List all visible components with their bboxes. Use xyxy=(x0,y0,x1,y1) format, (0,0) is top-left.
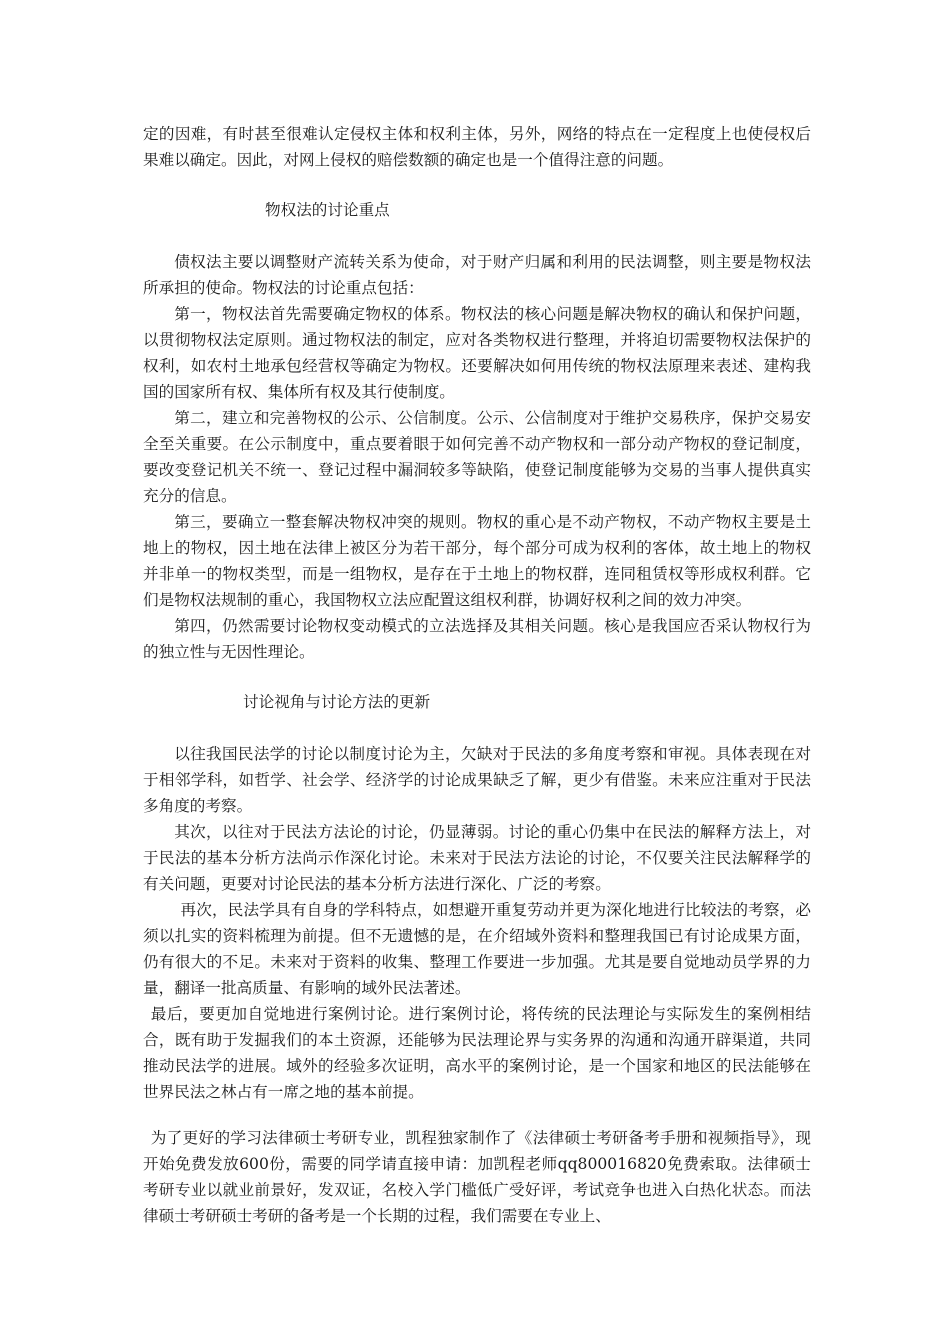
section1-paragraph-4: 第三，要确立一整套解决物权冲突的规则。物权的重心是不动产物权，不动产物权主要是土地上的物权，因土地在法律上被区分为若干部分，每个部分可成为权利的客体，故土地上的物权并非单一的物权类型，而是一组物权，是存在于土地上的物权群，连同租赁权等形成权利群。它们是物权法规制的重心，我国物权立法应配置这组权利群，协调好权利之间的效力冲突。 xyxy=(143,513,811,609)
section2-paragraph-4: 最后，要更加自觉地进行案例讨论。进行案例讨论，将传统的民法理论与实际发生的案例相结合，既有助于发掘我们的本土资源，还能够为民法理论界与实务界的沟通和沟通开辟渠道，共同推动民法学的进展。域外的经验多次证明，高水平的案例讨论，是一个国家和地区的民法能够在世界民法之林占有一席之地的基本前提。 xyxy=(143,1005,811,1101)
intro-paragraph: 定的因难，有时甚至很难认定侵权主体和权利主体，另外，网络的特点在一定程度上也使侵权后果难以确定。因此，对网上侵权的赔偿数额的确定也是一个值得注意的问题。 xyxy=(143,125,811,169)
section1-paragraph-1: 债权法主要以调整财产流转关系为使命，对于财产归属和利用的民法调整，则主要是物权法所承担的使命。物权法的讨论重点包括： xyxy=(143,253,811,297)
document-page xyxy=(143,121,811,1229)
section2-paragraph-1: 以往我国民法学的讨论以制度讨论为主，欠缺对于民法的多角度考察和审视。具体表现在对于相邻学科，如哲学、社会学、经济学的讨论成果缺乏了解，更少有借鉴。未来应注重对于民法多角度的考察。 xyxy=(143,745,811,815)
section2-paragraph-2: 其次，以往对于民法方法论的讨论，仍显薄弱。讨论的重心仍集中在民法的解释方法上，对于民法的基本分析方法尚示作深化讨论。未来对于民法方法论的讨论，不仅要关注民法解释学的有关问题，更要对讨论民法的基本分析方法进行深化、广泛的考察。 xyxy=(143,823,811,893)
section1-paragraph-5: 第四，仍然需要讨论物权变动模式的立法选择及其相关问题。核心是我国应否采认物权行为的独立性与无因性理论。 xyxy=(143,617,811,661)
closing-promo-paragraph: 为了更好的学习法律硕士考研专业，凯程独家制作了《法律硕士考研备考手册和视频指导》，现开始免费发放600份，需要的同学请直接申请：加凯程老师qq800016820免费索取。法律硕士考研专业以就业前景好，发双证，名校入学门槛低广受好评，考试竞争也进入白热化状态。而法律硕士考研硕士考研的备考是一个长期的过程，我们需要在专业上、 xyxy=(143,1129,811,1225)
section1-paragraph-2: 第一，物权法首先需要确定物权的体系。物权法的核心问题是解决物权的确认和保护问题，以贯彻物权法定原则。通过物权法的制定，应对各类物权进行整理，并将迫切需要物权法保护的权利，如农村土地承包经营权等确定为物权。还要解决如何用传统的物权法原理来表述、建构我国的国家所有权、集体所有权及其行使制度。 xyxy=(143,305,811,401)
section2-paragraph-3: 再次，民法学具有自身的学科特点，如想避开重复劳动并更为深化地进行比较法的考察，必须以扎实的资料梳理为前提。但不无遗憾的是，在介绍域外资料和整理我国已有讨论成果方面，仍有很大的不足。未来对于资料的收集、整理工作要进一步加强。尤其是要自觉地动员学界的力量，翻译一批高质量、有影响的域外民法著述。 xyxy=(143,901,811,997)
section-heading-property-law: 物权法的讨论重点 xyxy=(265,201,390,219)
section-heading-methods: 讨论视角与讨论方法的更新 xyxy=(243,693,431,711)
section1-paragraph-3: 第二，建立和完善物权的公示、公信制度。公示、公信制度对于维护交易秩序，保护交易安全至关重要。在公示制度中，重点要着眼于如何完善不动产物权和一部分动产物权的登记制度，要改变登记机关不统一、登记过程中漏洞较多等缺陷，使登记制度能够为交易的当事人提供真实充分的信息。 xyxy=(143,409,811,505)
